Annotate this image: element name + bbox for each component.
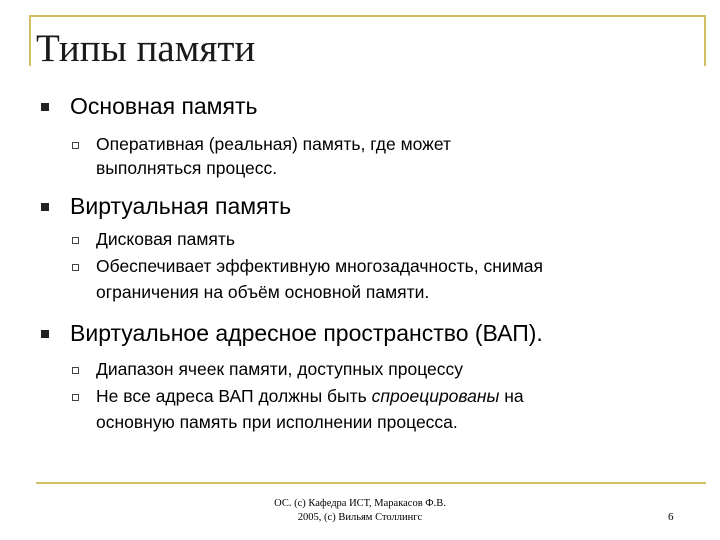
sub-item-text bbox=[96, 385, 524, 408]
sub-item-text: выполняться процесс. bbox=[96, 158, 278, 178]
sub-item-text: Оперативная (реальная) память, где может bbox=[96, 134, 452, 154]
sub-item-text: Обеспечивает эффективную многозадачность, снимая bbox=[96, 256, 543, 276]
bullet-main-memory: Основная память bbox=[70, 93, 258, 119]
sub-bullet-square-icon bbox=[72, 367, 79, 374]
footer-line: ОС. (с) Кафедра ИСТ, Маракасов Ф.В. bbox=[274, 498, 446, 509]
frame-left-line bbox=[29, 15, 31, 66]
sub-item-text-part: на bbox=[499, 386, 524, 406]
frame-top-line bbox=[29, 15, 706, 17]
bullet-virtual-address-space: Виртуальное адресное пространство (ВАП). bbox=[70, 320, 543, 346]
page-number: 6 bbox=[668, 511, 674, 523]
sub-item-text: Дисковая память bbox=[96, 229, 235, 249]
sub-item-text: ограничения на объём основной памяти. bbox=[96, 282, 430, 302]
sub-bullet-square-icon bbox=[72, 394, 79, 401]
bullet-square-icon bbox=[41, 103, 49, 111]
bullet-square-icon bbox=[41, 203, 49, 211]
sub-item-text-part: Не все адреса ВАП должны быть bbox=[96, 386, 372, 406]
sub-item-text: основную память при исполнении процесса. bbox=[96, 412, 458, 432]
bullet-virtual-memory: Виртуальная память bbox=[70, 193, 292, 219]
footer-divider bbox=[36, 482, 706, 484]
emphasized-word: спроецированы bbox=[371, 386, 500, 406]
sub-bullet-square-icon bbox=[72, 237, 79, 244]
footer-line: 2005, (с) Вильям Столлингс bbox=[297, 512, 423, 523]
frame-right-line bbox=[704, 15, 706, 66]
bullet-square-icon bbox=[41, 330, 49, 338]
sub-item-text: Диапазон ячеек памяти, доступных процессу bbox=[96, 359, 464, 379]
sub-bullet-square-icon bbox=[72, 142, 79, 149]
footer-credits bbox=[230, 497, 490, 525]
sub-bullet-square-icon bbox=[72, 264, 79, 271]
slide-title: Типы памяти bbox=[36, 27, 256, 70]
